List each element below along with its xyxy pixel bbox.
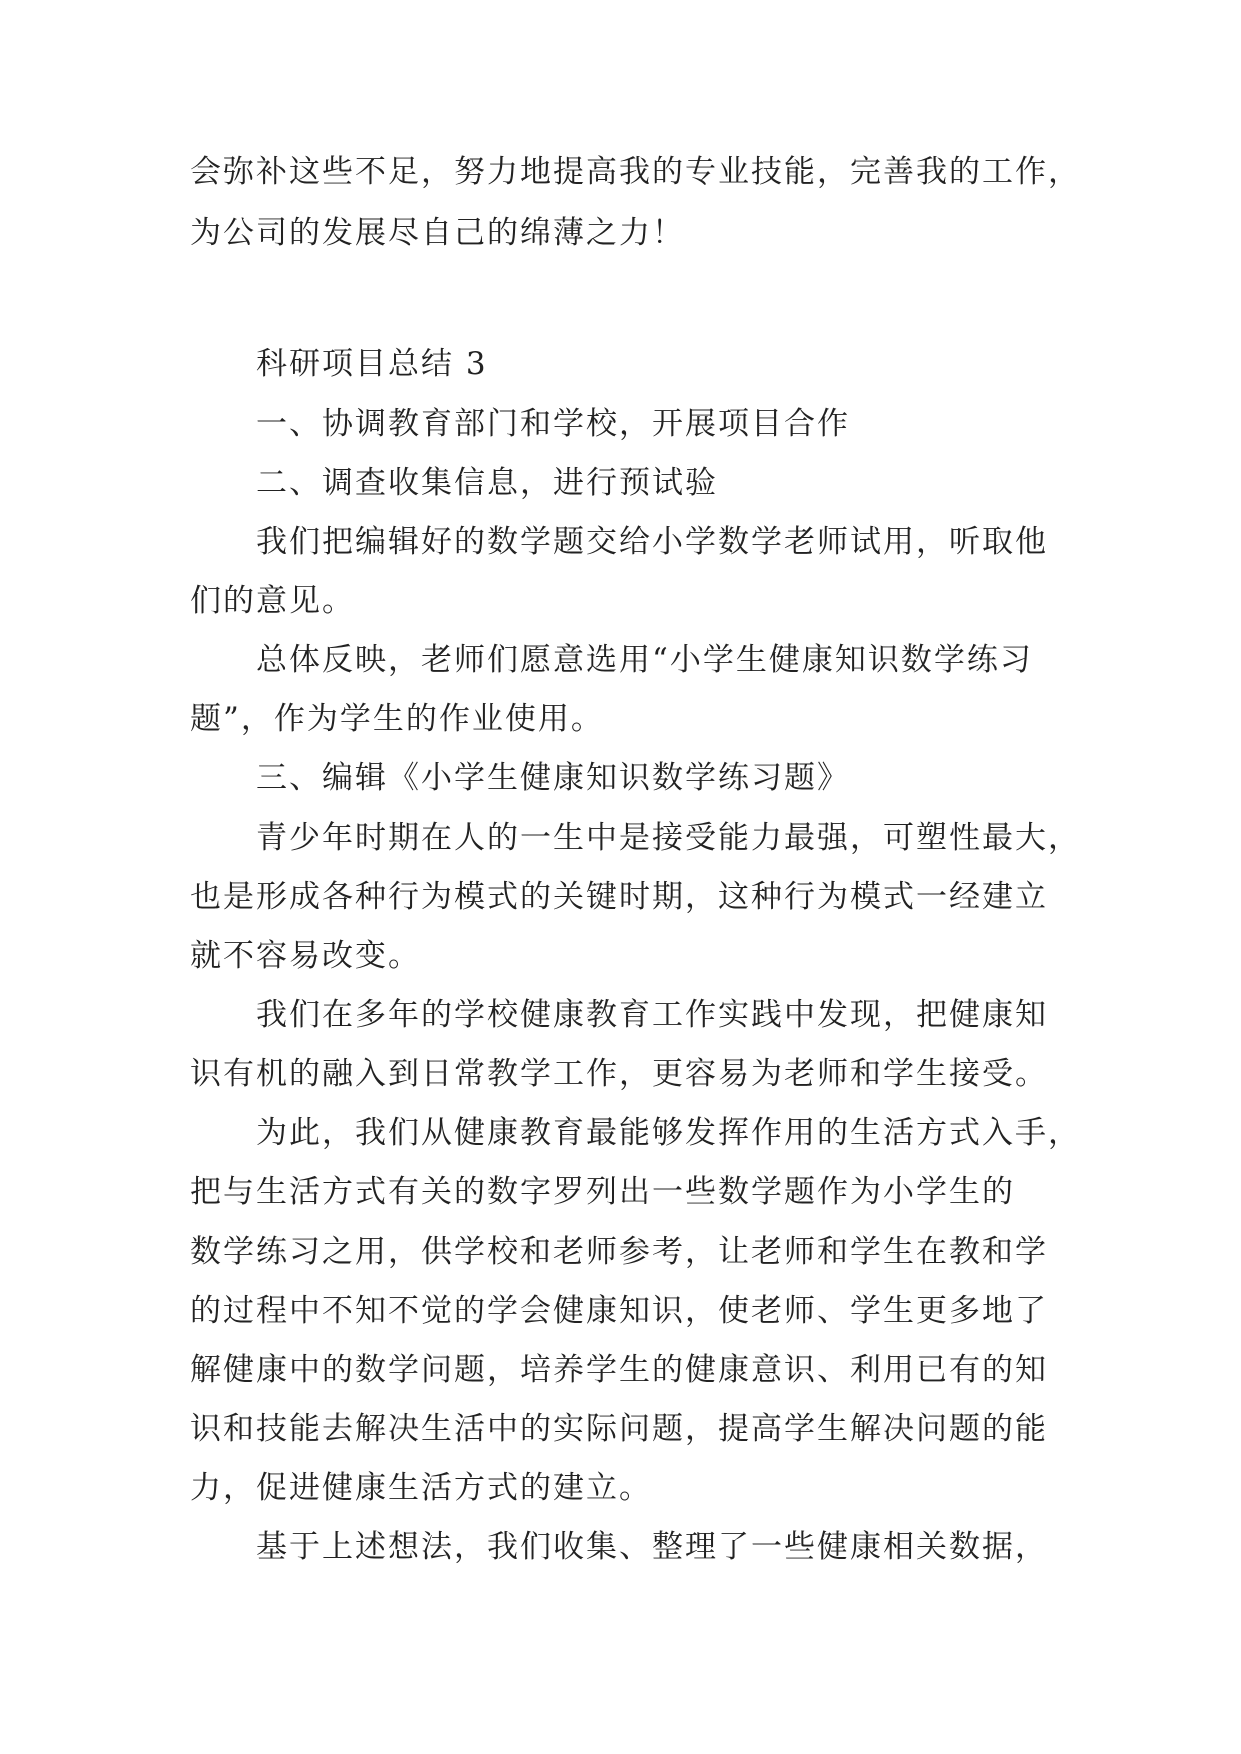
paragraph-line: 就不容易改变。	[190, 938, 421, 974]
paragraph-line: 解健康中的数学问题，培养学生的健康意识、利用已有的知	[190, 1352, 1048, 1388]
paragraph-line: 为此，我们从健康教育最能够发挥作用的生活方式入手，	[256, 1115, 1081, 1151]
paragraph-line: 我们把编辑好的数学题交给小学数学老师试用，听取他	[256, 524, 1048, 560]
paragraph-line: 把与生活方式有关的数字罗列出一些数学题作为小学生的	[190, 1174, 1015, 1210]
heading-2: 二、调查收集信息，进行预试验	[256, 465, 718, 501]
paragraph-line: 我们在多年的学校健康教育工作实践中发现，把健康知	[256, 997, 1048, 1033]
heading-3: 三、编辑《小学生健康知识数学练习题》	[256, 760, 850, 796]
paragraph-line: 们的意见。	[190, 583, 355, 619]
paragraph-line: 的过程中不知不觉的学会健康知识，使老师、学生更多地了	[190, 1293, 1048, 1329]
paragraph-line: 也是形成各种行为模式的关键时期，这种行为模式一经建立	[190, 879, 1048, 915]
paragraph-line: 数学练习之用，供学校和老师参考，让老师和学生在教和学	[190, 1234, 1048, 1270]
paragraph-line: 为公司的发展尽自己的绵薄之力！	[190, 215, 685, 251]
paragraph-line: 基于上述想法，我们收集、整理了一些健康相关数据，	[256, 1529, 1048, 1565]
paragraph-line: 识和技能去解决生活中的实际问题，提高学生解决问题的能	[190, 1411, 1048, 1447]
paragraph-line: 力，促进健康生活方式的建立。	[190, 1470, 652, 1506]
paragraph-line: 题”，作为学生的作业使用。	[190, 701, 604, 737]
section-title: 科研项目总结 3	[256, 346, 488, 382]
paragraph-line: 青少年时期在人的一生中是接受能力最强，可塑性最大，	[256, 820, 1081, 856]
paragraph-line: 会弥补这些不足，努力地提高我的专业技能，完善我的工作，	[190, 154, 1081, 190]
paragraph-line: 识有机的融入到日常教学工作，更容易为老师和学生接受。	[190, 1056, 1048, 1092]
heading-1: 一、协调教育部门和学校，开展项目合作	[256, 406, 850, 442]
paragraph-line: 总体反映，老师们愿意选用“小学生健康知识数学练习	[256, 642, 1033, 678]
